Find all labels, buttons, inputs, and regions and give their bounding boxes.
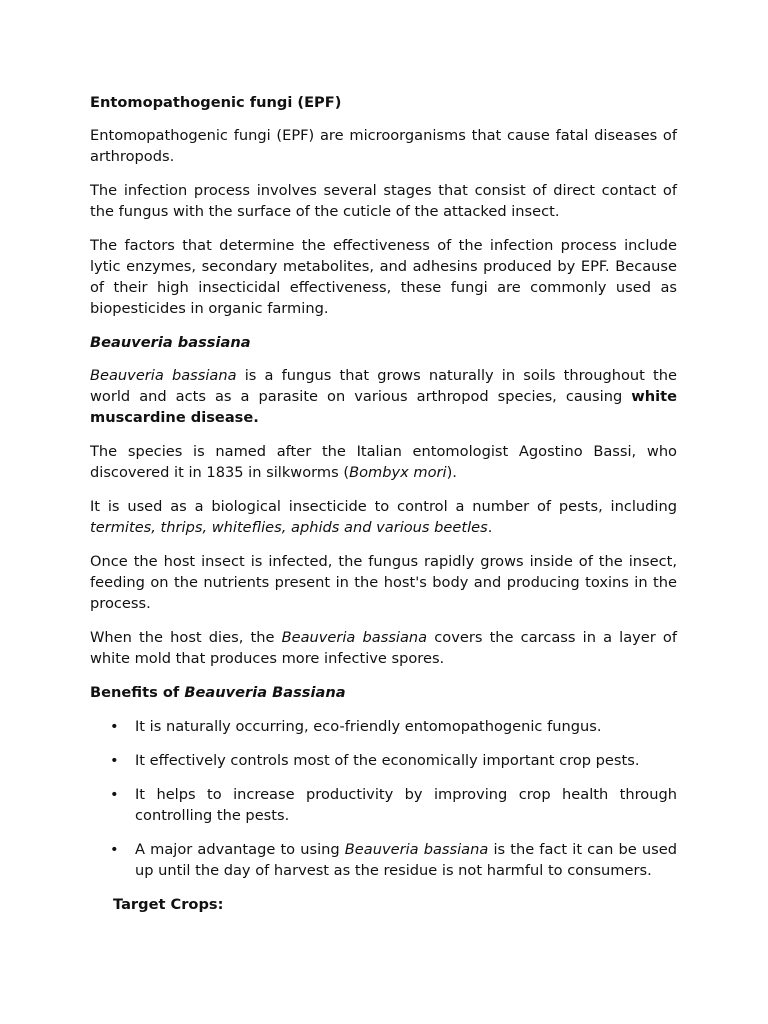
intro-paragraph-1: Entomopathogenic fungi (EPF) are microorganisms that cause fatal diseases of arthropods. [90, 127, 677, 165]
list-item: • It is naturally occurring, eco-friendly entomopathogenic fungus. [110, 718, 602, 735]
benefits-heading: Benefits of Beauveria Bassiana [90, 684, 346, 701]
beauveria-paragraph-3: It is used as a biological insecticide to control a number of pests, including termites, thrips, whiteflies, aphids and various beetles. [90, 498, 677, 536]
bullet-icon: • [110, 786, 119, 803]
beauveria-paragraph-2: The species is named after the Italian entomologist Agostino Bassi, who discovered it in 1835 in silkworms (Bombyx mori). [90, 443, 677, 481]
beauveria-heading: Beauveria bassiana [90, 334, 251, 351]
target-crops-heading: Target Crops: [113, 896, 224, 913]
list-item: • It helps to increase productivity by improving crop health through controlling the pests. [110, 786, 677, 824]
beauveria-paragraph-1: Beauveria bassiana is a fungus that grows naturally in soils throughout the world and acts as a parasite on various arthropod species, causing white muscardine disease. [90, 367, 677, 426]
beauveria-paragraph-4: Once the host insect is infected, the fungus rapidly grows inside of the insect, feeding on the nutrients present in the host's body and producing toxins in the process. [90, 553, 677, 612]
benefits-list [90, 716, 677, 881]
list-item: • A major advantage to using Beauveria bassiana is the fact it can be used up until the day of harvest as the residue is not harmful to consumers. [110, 841, 677, 879]
bullet-icon: • [110, 752, 119, 769]
list-item: • It effectively controls most of the economically important crop pests. [110, 752, 640, 769]
page-title: Entomopathogenic fungi (EPF) [90, 94, 342, 111]
document-body [90, 92, 677, 915]
bullet-icon: • [110, 841, 119, 858]
intro-paragraph-2: The infection process involves several stages that consist of direct contact of the fungus with the surface of the cuticle of the attacked insect. [90, 182, 677, 220]
beauveria-paragraph-5: When the host dies, the Beauveria bassiana covers the carcass in a layer of white mold that produces more infective spores. [90, 629, 677, 667]
bullet-icon: • [110, 718, 119, 735]
intro-paragraph-3: The factors that determine the effectiveness of the infection process include lytic enzymes, secondary metabolites, and adhesins produced by EPF. Because of their high insecticidal effectiveness, these fungi are commonly used as biopesticides in organic farming. [90, 237, 677, 317]
